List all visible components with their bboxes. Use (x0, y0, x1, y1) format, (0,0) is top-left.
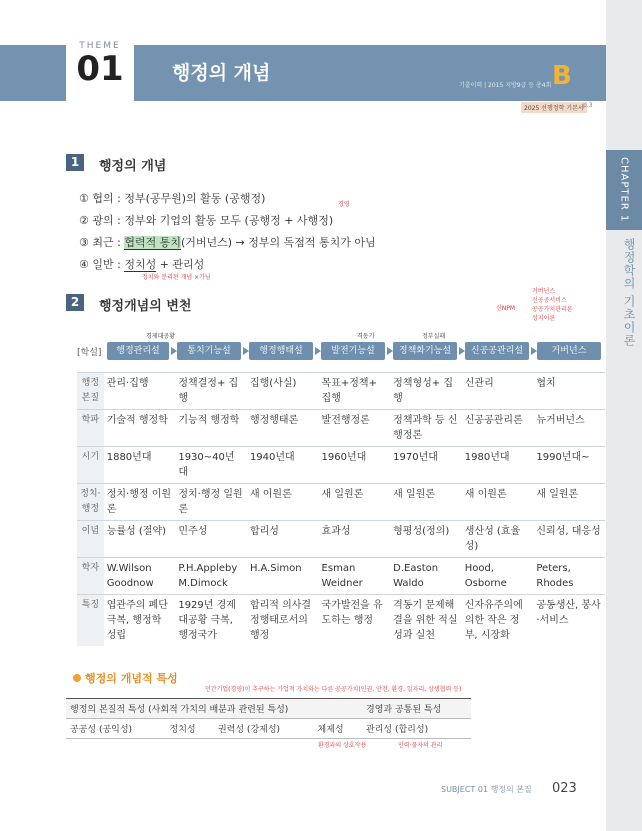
table-cell: 1930~40년대 (175, 447, 247, 484)
table-cell: P.H.Appleby M.Dimock (175, 558, 247, 595)
table-cell: 민주성 (175, 521, 247, 558)
table-cell: 목표+정책+ 집행 (319, 373, 391, 410)
definition-label: ② 광의 : (79, 214, 121, 227)
table-cell: 신공공관리론 (462, 410, 534, 447)
table-row (77, 595, 605, 647)
table-row (77, 373, 605, 410)
definition-text: (거버넌스) → 정부의 독점적 통치가 아님 (180, 236, 376, 249)
table-cell: 능률성 (절약) (104, 521, 176, 558)
note-management: 인력·물자의 관리 (398, 742, 443, 749)
table-cell: 새 이원론 (247, 484, 319, 521)
section-2-number: 2 (66, 294, 84, 311)
section-1-number: 1 (66, 154, 84, 171)
characteristics-table (66, 698, 471, 739)
sidebar (606, 0, 642, 831)
table-cell: 행정행태론 (247, 410, 319, 447)
stage-npm: 신공공관리설 (465, 342, 529, 360)
theme-number: 01 (76, 49, 124, 89)
section-1-title: 행정의 개념 (99, 159, 167, 174)
table-row (77, 558, 605, 595)
reference-page: p.3 (583, 102, 593, 109)
table-cell: 체제성 (314, 719, 363, 739)
note-politics: 정치와 분리된 개념 ×가님 (142, 274, 211, 281)
table-cell: 새 일원론 (390, 484, 462, 521)
stage-development: 발전기능설 (321, 342, 385, 360)
row-header: 특징 (77, 595, 104, 647)
table-cell: 기능적 행정학 (175, 410, 247, 447)
footer-subject: SUBJECT 01 행정의 본질 (441, 785, 532, 794)
underline-politics: 정치성 (124, 258, 157, 271)
table-cell: 1970년대 (390, 447, 462, 484)
table-cell: 엽관주의 폐단 극복, 행정학 성립 (104, 595, 176, 647)
table-row (66, 719, 471, 739)
definition-label: ④ 일반 : (79, 258, 121, 271)
stage-row-label: [학설] (77, 348, 102, 358)
table-row (66, 699, 471, 719)
table-cell: H.A.Simon (247, 558, 319, 595)
table-cell: 공공성 (공익성) (66, 719, 166, 739)
theory-stages (77, 341, 607, 363)
evolution-table (77, 372, 605, 646)
table-cell: 뉴거버넌스 (533, 410, 605, 447)
note-public-value: 민간기업(경영)이 추구하는 가업적 가치와는 다른 공공가치(인권, 안전, 환경, 일자리, 상생협력 등) (205, 686, 462, 693)
table-cell: D.Easton Waldo (390, 558, 462, 595)
new-npm-item: 거버넌스 (532, 288, 556, 295)
definition-general (79, 256, 204, 272)
characteristics-title: 행정의 개념적 특성 (85, 672, 178, 685)
grade-letter: B (552, 61, 572, 91)
table-cell: 신뢰성, 대응성 (533, 521, 605, 558)
stage-policy: 정책화기능설 (393, 342, 457, 360)
table-row (77, 521, 605, 558)
table-cell: 1940년대 (247, 447, 319, 484)
stage-behavioralism: 행정행태설 (249, 342, 313, 360)
table-cell: 1990년대~ (533, 447, 605, 484)
table-cell: 기술적 행정학 (104, 410, 176, 447)
table-row (77, 447, 605, 484)
table-cell: 협치 (533, 373, 605, 410)
definition-narrow (79, 190, 265, 206)
table-cell: 발전행정론 (319, 410, 391, 447)
note-turbulence: 격동기 (357, 333, 375, 340)
new-npm-item: 성지이론 (532, 315, 556, 322)
table-cell: 격동기 문제해결을 위한 적실성과 실천 (390, 595, 462, 647)
table-cell: 1960년대 (319, 447, 391, 484)
table-cell: 집행(사실) (247, 373, 319, 410)
header-cell: 행정의 본질적 특성 (사회적 가치의 배분과 관련된 특성) (66, 699, 362, 719)
table-cell: 관리·집행 (104, 373, 176, 410)
reference-badge: 2025 선행정학 기본서 (521, 102, 587, 113)
table-cell: 정책과학 등 신행정론 (390, 410, 462, 447)
note-depression: 경제대공황 (146, 333, 175, 340)
highlight-governance: 협력적 통치 (124, 236, 181, 249)
theme-box (66, 37, 134, 109)
note-new-npm: 신NPM (496, 305, 516, 312)
table-cell: 1880년대 (104, 447, 176, 484)
table-cell: 정책형성+ 집행 (390, 373, 462, 410)
theme-word: THEME (79, 41, 121, 51)
definition-label: ① 협의 : (79, 192, 121, 205)
table-cell: 정치·행정 일원론 (175, 484, 247, 521)
table-cell: 1980년대 (462, 447, 534, 484)
row-header: 학자 (77, 558, 104, 595)
definition-text: 정부와 기업의 활동 모두 (공행정 + 사행정) (124, 214, 334, 227)
stage-admin-management: 행정관리설 (107, 342, 169, 360)
note-system: 환경과의 상호작용 (318, 742, 367, 749)
section-2-title: 행정개념의 변천 (99, 299, 192, 314)
bullet-icon (73, 674, 81, 682)
exam-history: 기출이력 | 2015 지방9급 등 총4회 (459, 82, 552, 89)
definition-broad (79, 212, 333, 228)
note-business: 경영 (338, 201, 350, 208)
new-npm-item: 신공공서비스 (532, 297, 567, 304)
table-cell: 생산성 (효율성) (462, 521, 534, 558)
definition-label: ③ 최근 : (79, 236, 121, 249)
stage-governance: 거버넌스 (537, 342, 601, 360)
row-header: 학파 (77, 410, 104, 447)
table-cell: 새 이원론 (462, 484, 534, 521)
table-cell: 신자유주의에 의한 작은 정부, 시장화 (462, 595, 534, 647)
chapter-title: 행정학의 기초이론 (622, 238, 636, 347)
new-npm-item: 공공가치관리론 (532, 306, 573, 313)
table-cell: 국가발전을 유도하는 행정 (319, 595, 391, 647)
table-cell: 신관리 (462, 373, 534, 410)
stage-governing-function: 통치기능설 (177, 342, 241, 360)
table-row (77, 484, 605, 521)
row-header: 정치· 행정 (77, 484, 104, 521)
definition-recent (79, 234, 376, 250)
table-cell: Esman Weidner (319, 558, 391, 595)
table-cell: 효과성 (319, 521, 391, 558)
table-cell: 공동생산, 봉사·서비스 (533, 595, 605, 647)
page-number: 023 (552, 781, 577, 796)
row-header: 이념 (77, 521, 104, 558)
table-cell: 정치성 (166, 719, 214, 739)
table-cell: 1929년 경제대공황 극복, 행정국가 (175, 595, 247, 647)
table-cell: 합리성 (247, 521, 319, 558)
table-cell: Peters, Rhodes (533, 558, 605, 595)
table-cell: 정치·행정 이원론 (104, 484, 176, 521)
table-cell: 합리적 의사결정행태로서의 행정 (247, 595, 319, 647)
header-cell: 경영과 공통된 특성 (362, 699, 471, 719)
table-cell: W.Wilson Goodnow (104, 558, 176, 595)
page-title: 행정의 개념 (172, 62, 271, 84)
definition-text: + 관리성 (156, 258, 205, 271)
chapter-tab[interactable]: CHAPTER 1 (606, 150, 642, 230)
table-cell: 새 일원론 (533, 484, 605, 521)
note-government-failure: 정부실패 (422, 333, 446, 340)
row-header: 시기 (77, 447, 104, 484)
table-cell: Hood, Osborne (462, 558, 534, 595)
table-cell: 정책결정+ 집행 (175, 373, 247, 410)
table-cell: 새 일원론 (319, 484, 391, 521)
table-cell: 관리성 (합리성) (362, 719, 471, 739)
table-row (77, 410, 605, 447)
table-cell: 형평성(정의) (390, 521, 462, 558)
row-header: 행정 본질 (77, 373, 104, 410)
table-cell: 권력성 (강제성) (214, 719, 314, 739)
definition-text: 정부(공무원)의 활동 (공행정) (124, 192, 266, 205)
